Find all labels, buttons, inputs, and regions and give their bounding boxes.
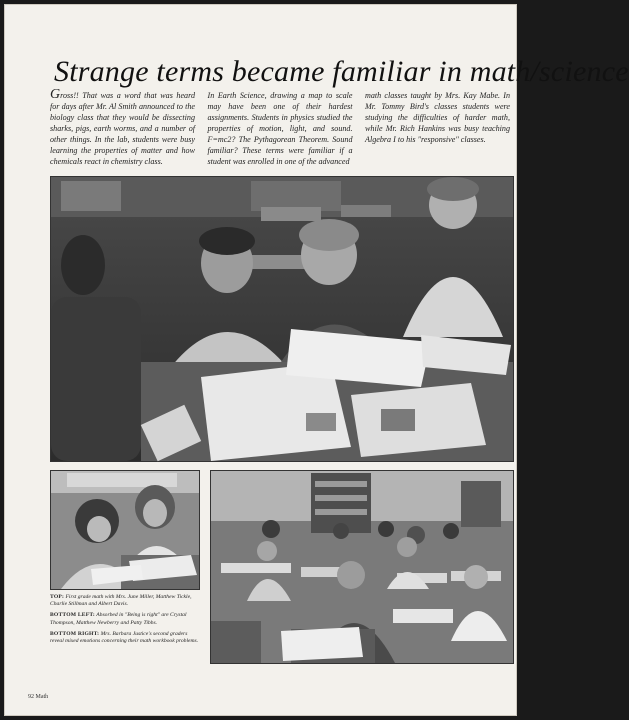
body-column-1 <box>50 87 195 167</box>
caption-bottom-left <box>50 612 200 626</box>
drop-cap: G <box>50 87 61 102</box>
page-folio: 92 Math <box>28 694 49 700</box>
caption-bottom-left-text: Absorbed in "Being is right" are Crystal Thompson, Matthew Newberry and Patty Tibbs. <box>50 612 187 626</box>
body-column-3: math classes taught by Mrs. Kay Mabe. In Mr. Tommy Bird's classes students were studying the difficulties of harder math, while Mr. Rich Hankins was busy teaching Algebra I to his "responsive" classes. <box>365 91 510 144</box>
column-1-text: ross!! That was a word that was heard for days after Mr. Al Smith announced to the biology class that they would be dissecting sharks, pigs, earth worms, and a number of other things. In the lab, students were busy learning the properties of matter and how chemicals react in chemistry class. <box>50 91 195 166</box>
caption-top-text: First grade math with Mrs. June Miller, Matthew Tickle, Charlie Stillman and Albert Davis. <box>50 594 192 608</box>
body-text <box>50 87 510 167</box>
yearbook-page <box>4 4 629 716</box>
photo-bottom-right-second-graders <box>210 470 514 664</box>
photo-top-classroom <box>50 176 514 462</box>
page-headline: Strange terms became familiar in math/science <box>54 55 629 88</box>
caption-bottom-left-label: BOTTOM LEFT: <box>50 612 95 619</box>
caption-bottom-right-text: Mrs. Barbara Justice's second graders reveal mixed emotions concerning their math workbook problems. <box>50 630 199 645</box>
caption-bottom-right <box>50 631 200 645</box>
caption-bottom-right-label: BOTTOM RIGHT: <box>50 630 100 637</box>
caption-top <box>50 594 200 608</box>
photo-captions <box>50 594 200 649</box>
photo-bottom-left-reading <box>50 470 200 590</box>
caption-top-label: TOP: <box>50 594 65 600</box>
body-column-2: In Earth Science, drawing a map to scale may have been one of their hardest assignments. Students in physics studied the properties of motion, light, and sound. F=mc2? The Pythagorean Theorem. Sound familiar? These terms were familiar if a student was enrolled in one of the advanced <box>207 91 353 166</box>
